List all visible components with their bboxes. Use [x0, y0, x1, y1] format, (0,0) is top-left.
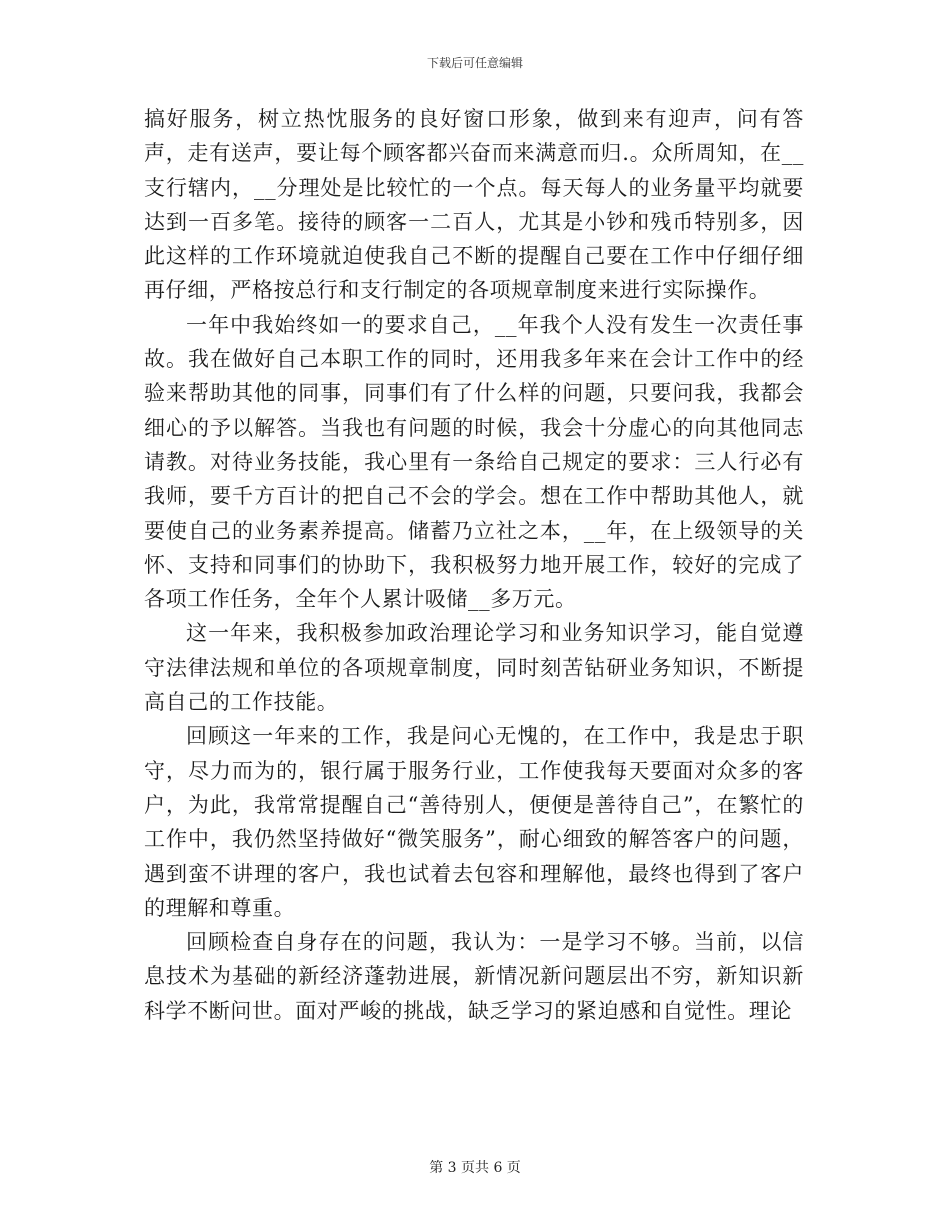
page-footer: 第 3 页共 6 页	[429, 1160, 521, 1176]
document-body	[144, 102, 804, 1028]
page-header: 下载后可任意编辑	[426, 56, 523, 70]
paragraph-5: 回顾检查自身存在的问题，我认为：一是学习不够。当前，以信息技术为基础的新经济蓬勃进展，新情况新问题层出不穷，新知识新科学不断问世。面对严峻的挑战，缺乏学习的紧迫感和自觉性。理论	[144, 930, 804, 1023]
paragraph-1: 搞好服务，树立热忱服务的良好窗口形象，做到来有迎声，问有答声，走有送声，要让每个顾客都兴奋而来满意而归.。众所周知，在__支行辖内，__分理处是比较忙的一个点。每天每人的业务量平均就要达到一百多笔。接待的顾客一二百人，尤其是小钞和残币特别多，因此这样的工作环境就迫使我自己不断的提醒自己要在工作中仔细仔细再仔细，严格按总行和支行制定的各项规章制度来进行实际操作。	[144, 107, 804, 303]
paragraph-3: 这一年来，我积极参加政治理论学习和业务知识学习，能自觉遵守法律法规和单位的各项规章制度，同时刻苦钻研业务知识，不断提高自己的工作技能。	[144, 621, 804, 715]
paragraph-2: 一年中我始终如一的要求自己，__年我个人没有发生一次责任事故。我在做好自己本职工作的同时，还用我多年来在会计工作中的经验来帮助其他的同事，同事们有了什么样的问题，只要问我，我都会细心的予以解答。当我也有问题的时候，我会十分虚心的向其他同志请教。对待业务技能，我心里有一条给自己规定的要求：三人行必有我师，要千方百计的把自己不会的学会。想在工作中帮助其他人，就要使自己的业务素养提高。储蓄乃立社之本，__年，在上级领导的关怀、支持和同事们的协助下，我积极努力地开展工作，较好的完成了各项工作任务，全年个人累计吸储__多万元。	[144, 312, 804, 612]
paragraph-4: 回顾这一年来的工作，我是问心无愧的，在工作中，我是忠于职守，尽力而为的，银行属于服务行业，工作使我每天要面对众多的客户，为此，我常常提醒自己“善待别人，便便是善待自己”，在繁忙的工作中，我仍然坚持做好“微笑服务”，耐心细致的解答客户的问题，遇到蛮不讲理的客户，我也试着去包容和理解他，最终也得到了客户的理解和尊重。	[144, 724, 804, 920]
